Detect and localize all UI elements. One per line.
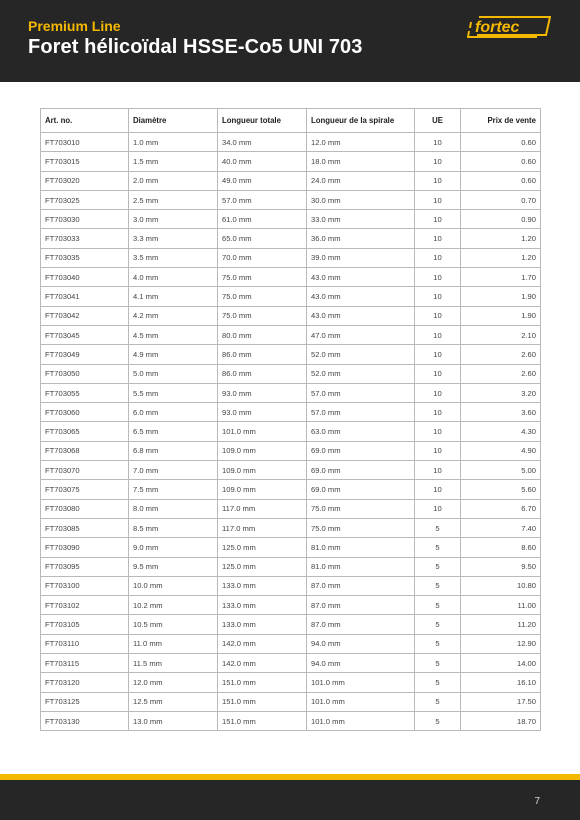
cell-longueur-totale: 93.0 mm (218, 383, 307, 402)
cell-diametre: 5.0 mm (129, 364, 218, 383)
cell-ue: 10 (415, 480, 461, 499)
cell-prix: 1.90 (461, 287, 541, 306)
cell-art-no: FT703033 (41, 229, 129, 248)
table-row (41, 364, 541, 383)
cell-prix: 8.60 (461, 538, 541, 557)
cell-prix: 0.70 (461, 190, 541, 209)
column-header-art-no: Art. no. (41, 109, 129, 133)
cell-longueur-spirale: 94.0 mm (307, 634, 415, 653)
cell-art-no: FT703105 (41, 615, 129, 634)
cell-art-no: FT703070 (41, 461, 129, 480)
cell-diametre: 5.5 mm (129, 383, 218, 402)
cell-diametre: 10.0 mm (129, 576, 218, 595)
table-row (41, 576, 541, 595)
cell-prix: 7.40 (461, 518, 541, 537)
cell-diametre: 12.5 mm (129, 692, 218, 711)
cell-diametre: 8.5 mm (129, 518, 218, 537)
column-header-longueur-spirale: Longueur de la spirale (307, 109, 415, 133)
cell-prix: 6.70 (461, 499, 541, 518)
column-header-prix: Prix de vente (461, 109, 541, 133)
table-row (41, 229, 541, 248)
cell-art-no: FT703045 (41, 325, 129, 344)
cell-ue: 10 (415, 441, 461, 460)
cell-ue: 5 (415, 692, 461, 711)
cell-diametre: 10.2 mm (129, 596, 218, 615)
cell-longueur-spirale: 57.0 mm (307, 403, 415, 422)
cell-ue: 10 (415, 229, 461, 248)
cell-longueur-totale: 125.0 mm (218, 557, 307, 576)
cell-ue: 10 (415, 345, 461, 364)
cell-art-no: FT703068 (41, 441, 129, 460)
cell-ue: 10 (415, 499, 461, 518)
cell-diametre: 2.5 mm (129, 190, 218, 209)
column-header-longueur-totale: Longueur totale (218, 109, 307, 133)
fortec-logo (467, 16, 551, 42)
table-row (41, 441, 541, 460)
cell-longueur-totale: 109.0 mm (218, 461, 307, 480)
cell-longueur-spirale: 18.0 mm (307, 152, 415, 171)
cell-prix: 12.90 (461, 634, 541, 653)
cell-prix: 1.90 (461, 306, 541, 325)
table-row (41, 403, 541, 422)
cell-diametre: 3.3 mm (129, 229, 218, 248)
cell-longueur-totale: 57.0 mm (218, 190, 307, 209)
cell-longueur-spirale: 69.0 mm (307, 461, 415, 480)
cell-diametre: 9.0 mm (129, 538, 218, 557)
cell-ue: 10 (415, 403, 461, 422)
cell-art-no: FT703110 (41, 634, 129, 653)
cell-art-no: FT703102 (41, 596, 129, 615)
cell-prix: 5.00 (461, 461, 541, 480)
table-row (41, 461, 541, 480)
table-row (41, 692, 541, 711)
cell-longueur-spirale: 39.0 mm (307, 248, 415, 267)
cell-longueur-spirale: 94.0 mm (307, 654, 415, 673)
cell-diametre: 6.5 mm (129, 422, 218, 441)
cell-ue: 5 (415, 538, 461, 557)
table-row (41, 152, 541, 171)
cell-longueur-totale: 86.0 mm (218, 345, 307, 364)
cell-ue: 10 (415, 287, 461, 306)
cell-ue: 10 (415, 383, 461, 402)
cell-longueur-spirale: 47.0 mm (307, 325, 415, 344)
cell-longueur-spirale: 52.0 mm (307, 364, 415, 383)
table-body (41, 133, 541, 731)
page-footer (0, 780, 580, 820)
cell-art-no: FT703015 (41, 152, 129, 171)
cell-art-no: FT703125 (41, 692, 129, 711)
table-row (41, 480, 541, 499)
table-row (41, 306, 541, 325)
cell-diametre: 3.0 mm (129, 210, 218, 229)
cell-longueur-spirale: 75.0 mm (307, 518, 415, 537)
page-header (0, 0, 580, 82)
cell-prix: 4.30 (461, 422, 541, 441)
cell-ue: 10 (415, 133, 461, 152)
product-line-label: Premium Line (28, 18, 121, 34)
page-title: Foret hélicoïdal HSSE-Co5 UNI 703 (28, 36, 363, 58)
cell-art-no: FT703095 (41, 557, 129, 576)
cell-diametre: 9.5 mm (129, 557, 218, 576)
cell-longueur-totale: 133.0 mm (218, 615, 307, 634)
cell-prix: 0.60 (461, 133, 541, 152)
cell-diametre: 4.1 mm (129, 287, 218, 306)
cell-longueur-spirale: 24.0 mm (307, 171, 415, 190)
table-row (41, 268, 541, 287)
cell-art-no: FT703120 (41, 673, 129, 692)
cell-art-no: FT703115 (41, 654, 129, 673)
cell-art-no: FT703085 (41, 518, 129, 537)
cell-longueur-totale: 142.0 mm (218, 634, 307, 653)
cell-prix: 4.90 (461, 441, 541, 460)
product-table-container (40, 108, 540, 731)
cell-longueur-spirale: 36.0 mm (307, 229, 415, 248)
cell-art-no: FT703049 (41, 345, 129, 364)
cell-longueur-spirale: 30.0 mm (307, 190, 415, 209)
cell-art-no: FT703010 (41, 133, 129, 152)
cell-longueur-spirale: 101.0 mm (307, 711, 415, 730)
table-row (41, 210, 541, 229)
cell-prix: 3.20 (461, 383, 541, 402)
cell-art-no: FT703100 (41, 576, 129, 595)
cell-diametre: 2.0 mm (129, 171, 218, 190)
cell-longueur-spirale: 52.0 mm (307, 345, 415, 364)
product-table (40, 108, 541, 731)
cell-prix: 17.50 (461, 692, 541, 711)
cell-longueur-totale: 40.0 mm (218, 152, 307, 171)
cell-diametre: 4.0 mm (129, 268, 218, 287)
table-row (41, 422, 541, 441)
table-row (41, 287, 541, 306)
cell-diametre: 3.5 mm (129, 248, 218, 267)
table-row (41, 190, 541, 209)
table-row (41, 171, 541, 190)
cell-prix: 0.60 (461, 152, 541, 171)
table-row (41, 673, 541, 692)
cell-longueur-totale: 125.0 mm (218, 538, 307, 557)
cell-longueur-totale: 93.0 mm (218, 403, 307, 422)
cell-longueur-totale: 133.0 mm (218, 576, 307, 595)
cell-ue: 10 (415, 248, 461, 267)
table-row (41, 248, 541, 267)
page-number: 7 (534, 796, 540, 807)
cell-longueur-totale: 49.0 mm (218, 171, 307, 190)
cell-longueur-spirale: 33.0 mm (307, 210, 415, 229)
cell-art-no: FT703030 (41, 210, 129, 229)
cell-longueur-totale: 86.0 mm (218, 364, 307, 383)
cell-longueur-spirale: 101.0 mm (307, 692, 415, 711)
cell-ue: 10 (415, 171, 461, 190)
cell-longueur-totale: 133.0 mm (218, 596, 307, 615)
cell-prix: 9.50 (461, 557, 541, 576)
cell-prix: 0.60 (461, 171, 541, 190)
cell-longueur-spirale: 81.0 mm (307, 538, 415, 557)
cell-art-no: FT703130 (41, 711, 129, 730)
cell-ue: 5 (415, 615, 461, 634)
cell-diametre: 11.0 mm (129, 634, 218, 653)
table-row (41, 499, 541, 518)
cell-prix: 2.60 (461, 345, 541, 364)
cell-longueur-spirale: 43.0 mm (307, 306, 415, 325)
cell-longueur-totale: 101.0 mm (218, 422, 307, 441)
cell-longueur-totale: 109.0 mm (218, 480, 307, 499)
cell-prix: 16.10 (461, 673, 541, 692)
cell-art-no: FT703075 (41, 480, 129, 499)
table-row (41, 325, 541, 344)
cell-ue: 10 (415, 422, 461, 441)
cell-diametre: 6.8 mm (129, 441, 218, 460)
cell-prix: 2.60 (461, 364, 541, 383)
column-header-ue: UE (415, 109, 461, 133)
cell-ue: 5 (415, 557, 461, 576)
cell-art-no: FT703041 (41, 287, 129, 306)
cell-longueur-totale: 34.0 mm (218, 133, 307, 152)
cell-longueur-spirale: 101.0 mm (307, 673, 415, 692)
cell-diametre: 13.0 mm (129, 711, 218, 730)
cell-ue: 5 (415, 518, 461, 537)
cell-longueur-totale: 151.0 mm (218, 692, 307, 711)
cell-longueur-totale: 151.0 mm (218, 673, 307, 692)
cell-prix: 0.90 (461, 210, 541, 229)
cell-longueur-totale: 117.0 mm (218, 499, 307, 518)
cell-ue: 5 (415, 576, 461, 595)
cell-ue: 10 (415, 306, 461, 325)
table-row (41, 345, 541, 364)
cell-longueur-totale: 80.0 mm (218, 325, 307, 344)
cell-longueur-spirale: 81.0 mm (307, 557, 415, 576)
cell-art-no: FT703020 (41, 171, 129, 190)
cell-longueur-spirale: 87.0 mm (307, 596, 415, 615)
table-row (41, 557, 541, 576)
cell-diametre: 6.0 mm (129, 403, 218, 422)
cell-art-no: FT703090 (41, 538, 129, 557)
cell-longueur-spirale: 63.0 mm (307, 422, 415, 441)
cell-diametre: 1.0 mm (129, 133, 218, 152)
cell-prix: 1.20 (461, 248, 541, 267)
cell-prix: 1.70 (461, 268, 541, 287)
cell-diametre: 4.2 mm (129, 306, 218, 325)
cell-longueur-totale: 61.0 mm (218, 210, 307, 229)
cell-ue: 10 (415, 325, 461, 344)
cell-ue: 10 (415, 152, 461, 171)
table-row (41, 383, 541, 402)
cell-ue: 5 (415, 673, 461, 692)
cell-prix: 1.20 (461, 229, 541, 248)
cell-longueur-totale: 75.0 mm (218, 306, 307, 325)
cell-art-no: FT703050 (41, 364, 129, 383)
cell-art-no: FT703040 (41, 268, 129, 287)
cell-art-no: FT703055 (41, 383, 129, 402)
cell-longueur-totale: 151.0 mm (218, 711, 307, 730)
table-row (41, 133, 541, 152)
cell-art-no: FT703025 (41, 190, 129, 209)
cell-prix: 11.20 (461, 615, 541, 634)
table-row (41, 654, 541, 673)
cell-ue: 10 (415, 364, 461, 383)
cell-art-no: FT703060 (41, 403, 129, 422)
cell-art-no: FT703042 (41, 306, 129, 325)
cell-longueur-totale: 142.0 mm (218, 654, 307, 673)
cell-longueur-totale: 75.0 mm (218, 268, 307, 287)
cell-ue: 10 (415, 268, 461, 287)
cell-ue: 5 (415, 711, 461, 730)
cell-longueur-spirale: 69.0 mm (307, 480, 415, 499)
cell-ue: 10 (415, 190, 461, 209)
cell-ue: 5 (415, 654, 461, 673)
cell-art-no: FT703035 (41, 248, 129, 267)
cell-prix: 2.10 (461, 325, 541, 344)
table-header-row (41, 109, 541, 133)
cell-diametre: 7.5 mm (129, 480, 218, 499)
cell-ue: 5 (415, 634, 461, 653)
cell-ue: 10 (415, 461, 461, 480)
cell-prix: 5.60 (461, 480, 541, 499)
cell-diametre: 1.5 mm (129, 152, 218, 171)
cell-ue: 5 (415, 596, 461, 615)
cell-prix: 11.00 (461, 596, 541, 615)
cell-diametre: 8.0 mm (129, 499, 218, 518)
cell-longueur-spirale: 87.0 mm (307, 576, 415, 595)
cell-diametre: 10.5 mm (129, 615, 218, 634)
column-header-diametre: Diamètre (129, 109, 218, 133)
cell-longueur-spirale: 43.0 mm (307, 268, 415, 287)
cell-art-no: FT703080 (41, 499, 129, 518)
cell-prix: 3.60 (461, 403, 541, 422)
cell-longueur-spirale: 12.0 mm (307, 133, 415, 152)
table-row (41, 634, 541, 653)
cell-diametre: 4.9 mm (129, 345, 218, 364)
table-row (41, 615, 541, 634)
cell-longueur-totale: 117.0 mm (218, 518, 307, 537)
cell-longueur-spirale: 57.0 mm (307, 383, 415, 402)
cell-prix: 18.70 (461, 711, 541, 730)
cell-diametre: 7.0 mm (129, 461, 218, 480)
cell-ue: 10 (415, 210, 461, 229)
cell-longueur-spirale: 43.0 mm (307, 287, 415, 306)
cell-longueur-totale: 75.0 mm (218, 287, 307, 306)
table-row (41, 518, 541, 537)
cell-longueur-spirale: 69.0 mm (307, 441, 415, 460)
logo-text: fortec (475, 19, 520, 36)
table-row (41, 596, 541, 615)
cell-longueur-totale: 70.0 mm (218, 248, 307, 267)
cell-diametre: 11.5 mm (129, 654, 218, 673)
cell-longueur-totale: 109.0 mm (218, 441, 307, 460)
cell-prix: 14.00 (461, 654, 541, 673)
cell-diametre: 12.0 mm (129, 673, 218, 692)
cell-longueur-totale: 65.0 mm (218, 229, 307, 248)
cell-prix: 10.80 (461, 576, 541, 595)
cell-longueur-spirale: 75.0 mm (307, 499, 415, 518)
table-row (41, 711, 541, 730)
cell-art-no: FT703065 (41, 422, 129, 441)
cell-diametre: 4.5 mm (129, 325, 218, 344)
cell-longueur-spirale: 87.0 mm (307, 615, 415, 634)
table-row (41, 538, 541, 557)
